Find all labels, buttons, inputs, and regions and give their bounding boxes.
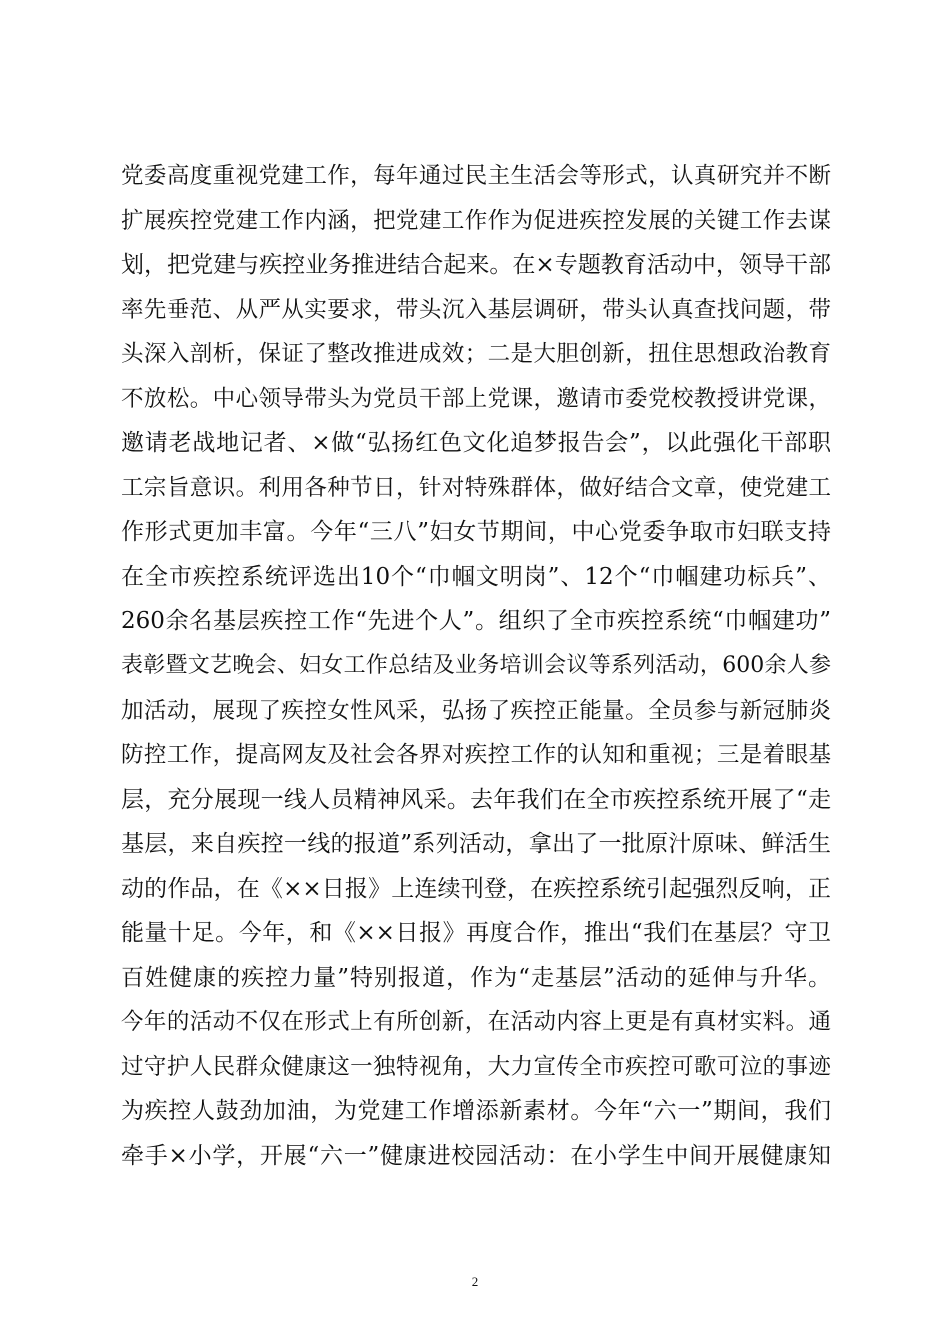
text-line: 能量十足。今年，和《××日报》再度合作，推出“我们在基层？守卫 — [121, 920, 831, 947]
text-line: 作形式更加丰富。今年“三八”妇女节期间，中心党委争取市妇联支持 — [121, 519, 831, 546]
text-line: 牵手×小学，开展“六一”健康进校园活动：在小学生中间开展健康知 — [121, 1143, 831, 1170]
text-line: 不放松。中心领导带头为党员干部上党课，邀请市委党校教授讲党课， — [121, 385, 831, 412]
text-line: 层，充分展现一线人员精神风采。去年我们在全市疾控系统开展了“走 — [121, 786, 831, 813]
text-line: 率先垂范、从严从实要求，带头沉入基层调研，带头认真查找问题，带 — [121, 296, 831, 323]
text-line: 头深入剖析，保证了整改推进成效；二是大胆创新，扭住思想政治教育 — [121, 341, 831, 368]
page-number: 2 — [471, 1274, 479, 1289]
text-line: 在全市疾控系统评选出10个“巾帼文明岗”、12个“巾帼建功标兵”、 — [121, 563, 831, 590]
text-line: 过守护人民群众健康这一独特视角，大力宣传全市疾控可歌可泣的事迹 — [121, 1053, 831, 1080]
text-line: 工宗旨意识。利用各种节日，针对特殊群体，做好结合文章，使党建工 — [121, 474, 831, 501]
text-line: 基层，来自疾控一线的报道”系列活动，拿出了一批原汁原味、鲜活生 — [121, 831, 831, 858]
text-line: 划，把党建与疾控业务推进结合起来。在×专题教育活动中，领导干部 — [121, 252, 831, 279]
text-line: 为疾控人鼓劲加油，为党建工作增添新素材。今年“六一”期间，我们 — [121, 1098, 831, 1125]
text-line: 邀请老战地记者、×做“弘扬红色文化追梦报告会”，以此强化干部职 — [121, 430, 831, 457]
text-line: 动的作品，在《××日报》上连续刊登，在疾控系统引起强烈反响，正 — [121, 875, 831, 902]
text-line: 党委高度重视党建工作，每年通过民主生活会等形式，认真研究并不断 — [121, 163, 831, 189]
text-line: 防控工作，提高网友及社会各界对疾控工作的认知和重视；三是着眼基 — [121, 742, 831, 769]
text-line: 260余名基层疾控工作“先进个人”。组织了全市疾控系统“巾帼建功” — [121, 608, 831, 635]
body-text — [121, 154, 831, 1179]
text-line: 加活动，展现了疾控女性风采，弘扬了疾控正能量。全员参与新冠肺炎 — [121, 697, 831, 724]
text-line: 扩展疾控党建工作内涵，把党建工作作为促进疾控发展的关键工作去谋 — [121, 207, 831, 234]
text-line: 今年的活动不仅在形式上有所创新，在活动内容上更是有真材实料。通 — [121, 1009, 831, 1036]
text-line: 百姓健康的疾控力量”特别报道，作为“走基层”活动的延伸与升华。 — [121, 964, 831, 991]
text-line: 表彰暨文艺晚会、妇女工作总结及业务培训会议等系列活动，600余人参 — [121, 653, 831, 679]
